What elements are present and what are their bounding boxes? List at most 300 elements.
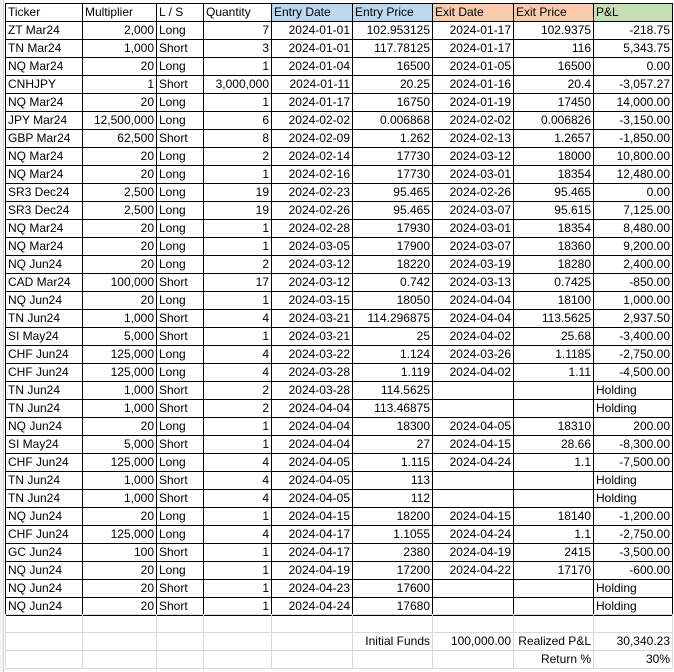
cell-multiplier[interactable]: 125,000 [83,346,157,364]
cell-pnl[interactable]: 10,800.00 [594,148,673,166]
cell-long-short[interactable]: Short [157,472,204,490]
cell[interactable] [514,615,594,633]
cell-multiplier[interactable]: 5,000 [83,436,157,454]
header-exit-price[interactable]: Exit Price [514,4,594,22]
cell-long-short[interactable]: Short [157,400,204,418]
cell-ticker[interactable]: CHF Jun24 [6,364,83,382]
cell-exit-price[interactable]: 113.5625 [514,310,594,328]
cell-entry-date[interactable]: 2024-04-05 [272,472,353,490]
cell-multiplier[interactable]: 125,000 [83,526,157,544]
cell-pnl[interactable]: Holding [594,580,673,598]
cell-entry-date[interactable]: 2024-01-01 [272,40,353,58]
cell-entry-price[interactable]: 0.742 [353,274,433,292]
cell-entry-price[interactable]: 17200 [353,562,433,580]
header-pnl[interactable]: P&L [594,4,673,22]
cell-entry-date[interactable]: 2024-03-28 [272,364,353,382]
cell-pnl[interactable]: -2,750.00 [594,346,673,364]
cell-multiplier[interactable]: 1,000 [83,310,157,328]
cell-entry-date[interactable]: 2024-02-28 [272,220,353,238]
cell[interactable] [157,633,204,651]
cell-multiplier[interactable]: 12,500,000 [83,112,157,130]
header-ticker[interactable]: Ticker [6,4,83,22]
cell-multiplier[interactable]: 20 [83,148,157,166]
cell-long-short[interactable]: Short [157,598,204,616]
cell[interactable] [83,651,157,669]
cell-multiplier[interactable]: 100 [83,544,157,562]
cell-exit-date[interactable]: 2024-04-04 [433,310,514,328]
cell-entry-date[interactable]: 2024-01-04 [272,58,353,76]
cell-exit-date[interactable]: 2024-03-26 [433,346,514,364]
cell-exit-date[interactable] [433,382,514,400]
cell-quantity[interactable]: 3 [204,40,272,58]
cell-quantity[interactable]: 1 [204,562,272,580]
cell-entry-date[interactable]: 2024-02-23 [272,184,353,202]
cell-multiplier[interactable]: 20 [83,562,157,580]
cell-exit-price[interactable]: 0.006826 [514,112,594,130]
cell-entry-price[interactable]: 17930 [353,220,433,238]
cell-exit-price[interactable]: 18280 [514,256,594,274]
cell-ticker[interactable]: NQ Mar24 [6,166,83,184]
cell-multiplier[interactable]: 20 [83,418,157,436]
cell[interactable] [6,615,83,633]
cell-entry-date[interactable]: 2024-04-17 [272,544,353,562]
cell[interactable] [6,651,83,669]
cell-long-short[interactable]: Long [157,220,204,238]
cell-exit-date[interactable]: 2024-01-17 [433,40,514,58]
cell-ticker[interactable]: CHF Jun24 [6,454,83,472]
cell-entry-date[interactable]: 2024-04-05 [272,454,353,472]
cell-long-short[interactable]: Short [157,274,204,292]
cell-entry-date[interactable]: 2024-04-24 [272,598,353,616]
cell[interactable] [272,633,353,651]
cell-multiplier[interactable]: 20 [83,598,157,616]
cell-exit-price[interactable]: 1.1 [514,454,594,472]
cell-exit-date[interactable]: 2024-04-19 [433,544,514,562]
cell[interactable] [433,615,514,633]
cell-quantity[interactable]: 17 [204,274,272,292]
cell-long-short[interactable]: Short [157,40,204,58]
cell-entry-price[interactable]: 112 [353,490,433,508]
cell-multiplier[interactable]: 125,000 [83,364,157,382]
cell[interactable] [204,633,272,651]
cell-ticker[interactable]: NQ Jun24 [6,598,83,616]
cell-quantity[interactable]: 1 [204,544,272,562]
cell-exit-date[interactable]: 2024-03-12 [433,148,514,166]
cell-exit-price[interactable]: 95.615 [514,202,594,220]
cell-entry-date[interactable]: 2024-02-02 [272,112,353,130]
cell-entry-date[interactable]: 2024-03-15 [272,292,353,310]
cell-exit-price[interactable]: 18354 [514,220,594,238]
cell-multiplier[interactable]: 2,500 [83,202,157,220]
cell-long-short[interactable]: Short [157,310,204,328]
cell-multiplier[interactable]: 1,000 [83,472,157,490]
cell-exit-date[interactable]: 2024-04-22 [433,562,514,580]
cell-ticker[interactable]: NQ Jun24 [6,580,83,598]
cell[interactable] [272,651,353,669]
cell-long-short[interactable]: Long [157,166,204,184]
cell-ticker[interactable]: NQ Mar24 [6,58,83,76]
cell-quantity[interactable]: 2 [204,256,272,274]
cell[interactable] [272,615,353,633]
cell-entry-price[interactable]: 2380 [353,544,433,562]
cell-ticker[interactable]: SI May24 [6,328,83,346]
cell-ticker[interactable]: NQ Mar24 [6,220,83,238]
cell-entry-date[interactable]: 2024-02-26 [272,202,353,220]
cell-exit-price[interactable]: 116 [514,40,594,58]
cell-pnl[interactable]: 7,125.00 [594,202,673,220]
cell-entry-price[interactable]: 113.46875 [353,400,433,418]
cell-exit-date[interactable]: 2024-02-13 [433,130,514,148]
cell-exit-price[interactable]: 1.2657 [514,130,594,148]
cell-quantity[interactable]: 1 [204,598,272,616]
cell-exit-price[interactable]: 18140 [514,508,594,526]
cell-exit-price[interactable] [514,580,594,598]
cell-long-short[interactable]: Long [157,256,204,274]
cell-exit-price[interactable] [514,382,594,400]
return-value[interactable]: 30% [594,651,673,669]
cell-exit-price[interactable] [514,400,594,418]
cell-pnl[interactable]: Holding [594,400,673,418]
cell[interactable] [157,615,204,633]
cell-entry-price[interactable]: 117.78125 [353,40,433,58]
cell-exit-date[interactable]: 2024-01-05 [433,58,514,76]
cell-multiplier[interactable]: 1,000 [83,490,157,508]
cell-pnl[interactable]: -850.00 [594,274,673,292]
cell-exit-date[interactable] [433,400,514,418]
cell-ticker[interactable]: NQ Mar24 [6,148,83,166]
cell-ticker[interactable]: TN Jun24 [6,472,83,490]
header-quantity[interactable]: Quantity [204,4,272,22]
cell-quantity[interactable]: 2 [204,148,272,166]
cell-exit-date[interactable]: 2024-01-19 [433,94,514,112]
cell-quantity[interactable]: 4 [204,310,272,328]
cell[interactable] [353,651,433,669]
cell-quantity[interactable]: 2 [204,382,272,400]
cell-long-short[interactable]: Long [157,94,204,112]
cell-long-short[interactable]: Long [157,526,204,544]
cell-exit-date[interactable]: 2024-02-02 [433,112,514,130]
cell-exit-date[interactable]: 2024-01-17 [433,22,514,40]
cell-exit-date[interactable]: 2024-04-15 [433,508,514,526]
cell-entry-price[interactable]: 17680 [353,598,433,616]
cell-ticker[interactable]: TN Jun24 [6,490,83,508]
cell-ticker[interactable]: TN Jun24 [6,400,83,418]
cell-entry-date[interactable]: 2024-02-16 [272,166,353,184]
cell-exit-date[interactable]: 2024-04-15 [433,436,514,454]
cell-pnl[interactable]: -7,500.00 [594,454,673,472]
cell-entry-date[interactable]: 2024-03-12 [272,256,353,274]
cell-multiplier[interactable]: 1,000 [83,40,157,58]
cell-entry-price[interactable]: 95.465 [353,202,433,220]
cell[interactable] [157,651,204,669]
cell-long-short[interactable]: Long [157,346,204,364]
cell-ticker[interactable]: TN Mar24 [6,40,83,58]
cell-pnl[interactable]: 1,000.00 [594,292,673,310]
cell[interactable] [83,633,157,651]
cell-pnl[interactable]: -3,400.00 [594,328,673,346]
cell-long-short[interactable]: Short [157,328,204,346]
cell-pnl[interactable]: Holding [594,598,673,616]
cell[interactable] [353,615,433,633]
cell-quantity[interactable]: 2 [204,400,272,418]
cell-pnl[interactable]: 14,000.00 [594,94,673,112]
cell-multiplier[interactable]: 20 [83,256,157,274]
cell-ticker[interactable]: NQ Jun24 [6,292,83,310]
cell-multiplier[interactable]: 20 [83,580,157,598]
cell[interactable] [6,633,83,651]
cell-multiplier[interactable]: 20 [83,94,157,112]
initial-funds-label[interactable]: Initial Funds [353,633,433,651]
cell-exit-price[interactable] [514,472,594,490]
return-label[interactable]: Return % [514,651,594,669]
cell-exit-price[interactable]: 0.7425 [514,274,594,292]
cell-quantity[interactable]: 1 [204,58,272,76]
cell-long-short[interactable]: Short [157,382,204,400]
cell-multiplier[interactable]: 20 [83,238,157,256]
cell-exit-price[interactable]: 18000 [514,148,594,166]
cell-entry-price[interactable]: 18050 [353,292,433,310]
cell-long-short[interactable]: Long [157,202,204,220]
cell-exit-date[interactable]: 2024-03-07 [433,238,514,256]
cell-multiplier[interactable]: 100,000 [83,274,157,292]
cell-multiplier[interactable]: 1 [83,76,157,94]
cell-long-short[interactable]: Long [157,184,204,202]
cell-exit-price[interactable]: 95.465 [514,184,594,202]
cell-pnl[interactable]: 0.00 [594,184,673,202]
cell-entry-price[interactable]: 1.1055 [353,526,433,544]
cell-entry-date[interactable]: 2024-03-12 [272,274,353,292]
cell-exit-price[interactable]: 2415 [514,544,594,562]
cell-ticker[interactable]: NQ Jun24 [6,508,83,526]
cell-long-short[interactable]: Long [157,112,204,130]
cell-exit-date[interactable]: 2024-04-04 [433,292,514,310]
cell-entry-date[interactable]: 2024-04-05 [272,490,353,508]
cell-multiplier[interactable]: 20 [83,166,157,184]
cell-long-short[interactable]: Short [157,130,204,148]
cell-multiplier[interactable]: 2,000 [83,22,157,40]
cell-entry-price[interactable]: 17600 [353,580,433,598]
cell-quantity[interactable]: 1 [204,292,272,310]
cell-pnl[interactable]: -600.00 [594,562,673,580]
cell-entry-price[interactable]: 27 [353,436,433,454]
cell-exit-date[interactable] [433,598,514,616]
cell-long-short[interactable]: Long [157,148,204,166]
cell-ticker[interactable]: NQ Mar24 [6,238,83,256]
cell-quantity[interactable]: 8 [204,130,272,148]
cell[interactable] [204,615,272,633]
cell-exit-date[interactable]: 2024-04-02 [433,328,514,346]
cell-long-short[interactable]: Long [157,454,204,472]
cell-multiplier[interactable]: 5,000 [83,328,157,346]
cell-exit-price[interactable]: 102.9375 [514,22,594,40]
cell-entry-price[interactable]: 1.262 [353,130,433,148]
cell-quantity[interactable]: 4 [204,454,272,472]
cell-multiplier[interactable]: 1,000 [83,400,157,418]
cell-quantity[interactable]: 19 [204,202,272,220]
header-entry-price[interactable]: Entry Price [353,4,433,22]
cell-entry-date[interactable]: 2024-04-04 [272,436,353,454]
cell-exit-date[interactable]: 2024-04-02 [433,364,514,382]
header-long-short[interactable]: L / S [157,4,204,22]
cell-ticker[interactable]: GC Jun24 [6,544,83,562]
initial-funds-value[interactable]: 100,000.00 [433,633,514,651]
cell-pnl[interactable]: -3,500.00 [594,544,673,562]
cell-ticker[interactable]: JPY Mar24 [6,112,83,130]
cell-entry-date[interactable]: 2024-01-01 [272,22,353,40]
cell-entry-price[interactable]: 114.296875 [353,310,433,328]
cell[interactable] [433,651,514,669]
header-exit-date[interactable]: Exit Date [433,4,514,22]
cell-entry-date[interactable]: 2024-02-09 [272,130,353,148]
cell-entry-price[interactable]: 1.115 [353,454,433,472]
cell-long-short[interactable]: Long [157,508,204,526]
cell-quantity[interactable]: 3,000,000 [204,76,272,94]
cell-pnl[interactable]: 8,480.00 [594,220,673,238]
cell-quantity[interactable]: 1 [204,220,272,238]
cell-ticker[interactable]: TN Jun24 [6,310,83,328]
cell-quantity[interactable]: 1 [204,508,272,526]
cell-exit-price[interactable]: 1.1185 [514,346,594,364]
cell-entry-price[interactable]: 1.119 [353,364,433,382]
realized-pnl-label[interactable]: Realized P&L [514,633,594,651]
cell-pnl[interactable]: Holding [594,472,673,490]
cell-entry-date[interactable]: 2024-04-23 [272,580,353,598]
cell-quantity[interactable]: 1 [204,418,272,436]
cell-long-short[interactable]: Long [157,22,204,40]
cell-entry-date[interactable]: 2024-03-21 [272,328,353,346]
cell-quantity[interactable]: 1 [204,328,272,346]
cell-entry-date[interactable]: 2024-04-17 [272,526,353,544]
cell-exit-date[interactable] [433,490,514,508]
cell-quantity[interactable]: 7 [204,22,272,40]
cell-long-short[interactable]: Long [157,562,204,580]
cell-ticker[interactable]: ZT Mar24 [6,22,83,40]
cell-entry-date[interactable]: 2024-03-21 [272,310,353,328]
cell-ticker[interactable]: CNHJPY [6,76,83,94]
cell-entry-price[interactable]: 0.006868 [353,112,433,130]
cell-ticker[interactable]: CAD Mar24 [6,274,83,292]
header-entry-date[interactable]: Entry Date [272,4,353,22]
cell-ticker[interactable]: CHF Jun24 [6,346,83,364]
cell-exit-price[interactable] [514,490,594,508]
cell-exit-price[interactable]: 18360 [514,238,594,256]
cell-quantity[interactable]: 19 [204,184,272,202]
header-multiplier[interactable]: Multiplier [83,4,157,22]
cell-long-short[interactable]: Long [157,238,204,256]
cell-long-short[interactable]: Long [157,364,204,382]
cell-quantity[interactable]: 4 [204,490,272,508]
cell-entry-price[interactable]: 25 [353,328,433,346]
cell-ticker[interactable]: NQ Jun24 [6,562,83,580]
cell-entry-date[interactable]: 2024-01-11 [272,76,353,94]
cell-pnl[interactable]: 2,937.50 [594,310,673,328]
cell-pnl[interactable]: -1,200.00 [594,508,673,526]
cell-exit-date[interactable]: 2024-01-16 [433,76,514,94]
cell-long-short[interactable]: Short [157,490,204,508]
cell[interactable] [594,615,673,633]
realized-pnl-value[interactable]: 30,340.23 [594,633,673,651]
cell-exit-date[interactable]: 2024-02-26 [433,184,514,202]
cell-entry-price[interactable]: 17900 [353,238,433,256]
cell-quantity[interactable]: 4 [204,364,272,382]
cell-exit-price[interactable]: 1.11 [514,364,594,382]
cell-pnl[interactable]: 12,480.00 [594,166,673,184]
cell-exit-date[interactable]: 2024-03-07 [433,202,514,220]
cell-pnl[interactable]: 200.00 [594,418,673,436]
cell-exit-price[interactable]: 28.66 [514,436,594,454]
cell-entry-price[interactable]: 1.124 [353,346,433,364]
cell-pnl[interactable]: -4,500.00 [594,364,673,382]
cell-exit-date[interactable]: 2024-03-19 [433,256,514,274]
cell-exit-price[interactable]: 18354 [514,166,594,184]
cell-entry-date[interactable]: 2024-03-22 [272,346,353,364]
cell-multiplier[interactable]: 20 [83,58,157,76]
cell-exit-date[interactable] [433,472,514,490]
cell-ticker[interactable]: CHF Jun24 [6,526,83,544]
cell-quantity[interactable]: 4 [204,472,272,490]
cell-quantity[interactable]: 4 [204,526,272,544]
cell-exit-price[interactable]: 20.4 [514,76,594,94]
cell-quantity[interactable]: 1 [204,436,272,454]
cell-quantity[interactable]: 1 [204,166,272,184]
cell-entry-price[interactable]: 18200 [353,508,433,526]
cell-pnl[interactable]: 0.00 [594,58,673,76]
cell-exit-date[interactable]: 2024-04-24 [433,454,514,472]
cell-exit-date[interactable]: 2024-04-24 [433,526,514,544]
cell-exit-price[interactable]: 18100 [514,292,594,310]
cell-ticker[interactable]: SR3 Dec24 [6,184,83,202]
cell-pnl[interactable]: Holding [594,490,673,508]
cell-long-short[interactable]: Long [157,58,204,76]
cell-entry-date[interactable]: 2024-02-14 [272,148,353,166]
cell-quantity[interactable]: 1 [204,238,272,256]
cell-pnl[interactable]: -1,850.00 [594,130,673,148]
cell-long-short[interactable]: Long [157,418,204,436]
cell-entry-price[interactable]: 20.25 [353,76,433,94]
cell-pnl[interactable]: 5,343.75 [594,40,673,58]
cell-entry-date[interactable]: 2024-04-04 [272,400,353,418]
cell-ticker[interactable]: GBP Mar24 [6,130,83,148]
cell-pnl[interactable]: -8,300.00 [594,436,673,454]
cell-long-short[interactable]: Short [157,544,204,562]
cell-quantity[interactable]: 6 [204,112,272,130]
cell-ticker[interactable]: NQ Jun24 [6,418,83,436]
cell-entry-date[interactable]: 2024-03-28 [272,382,353,400]
cell-long-short[interactable]: Short [157,76,204,94]
cell-entry-price[interactable]: 114.5625 [353,382,433,400]
cell-ticker[interactable]: SI May24 [6,436,83,454]
cell-pnl[interactable]: 2,400.00 [594,256,673,274]
cell-quantity[interactable]: 1 [204,94,272,112]
cell-entry-price[interactable]: 16750 [353,94,433,112]
cell-entry-price[interactable]: 102.953125 [353,22,433,40]
cell-entry-date[interactable]: 2024-01-17 [272,94,353,112]
cell-exit-date[interactable]: 2024-03-01 [433,220,514,238]
cell-exit-date[interactable]: 2024-03-01 [433,166,514,184]
cell-entry-price[interactable]: 18220 [353,256,433,274]
cell-entry-price[interactable]: 17730 [353,166,433,184]
cell-quantity[interactable]: 1 [204,580,272,598]
cell-exit-price[interactable]: 25.68 [514,328,594,346]
cell-entry-date[interactable]: 2024-03-05 [272,238,353,256]
cell-entry-price[interactable]: 18300 [353,418,433,436]
cell-pnl[interactable]: -3,150.00 [594,112,673,130]
cell-quantity[interactable]: 4 [204,346,272,364]
cell-multiplier[interactable]: 2,500 [83,184,157,202]
cell-entry-date[interactable]: 2024-04-04 [272,418,353,436]
cell-entry-price[interactable]: 113 [353,472,433,490]
cell-exit-date[interactable]: 2024-04-05 [433,418,514,436]
